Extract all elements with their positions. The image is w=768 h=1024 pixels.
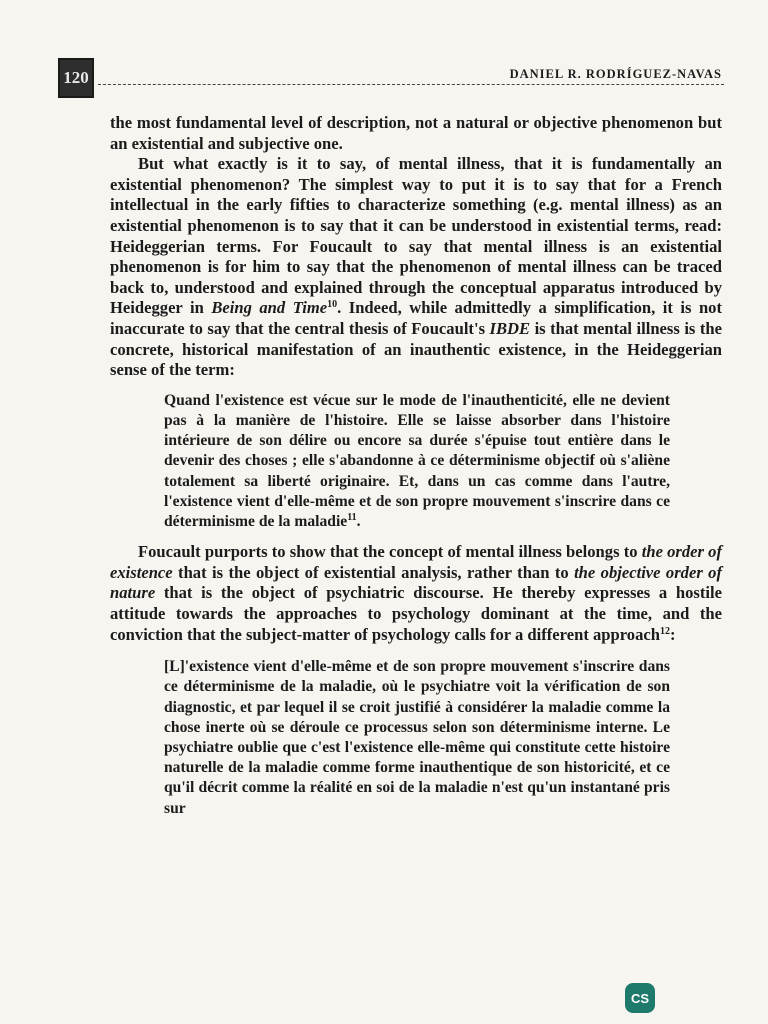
header-rule [98, 84, 724, 85]
block-quote-2-text: [L]'existence vient d'elle-même et de son propre mouvement s'inscrire dans ce déterminisme de la maladie, où le psychiatre voit la vérification de son diagnostic, et par lequel il se croit justifié à considérer la maladie comme la chose inerte où se déroule ce processus selon son déterminisme interne. Le psychiatre oublie que c'est l'existence elle-même qui constitute cette histoire naturelle de la maladie comme forme inauthentique de son historicité, et ce qu'il décrit comme la réalité en soi de la maladie n'est qu'un instantané pris sur [164, 658, 670, 817]
block-quote-1-end: . [356, 512, 361, 530]
emphasis-objective-order-of-nature: the objective order of nature [110, 562, 723, 603]
emphasis-order-of-existence: the order of existence [110, 542, 722, 582]
footnote-ref-10[interactable]: 10 [327, 299, 338, 311]
book-title-being-and-time: Being and Time [211, 298, 328, 318]
paragraph-1-text: the most fundamental level of description, not a natural or objective phenomenon but an existential and subjective one. [110, 113, 722, 153]
paragraph-2 [110, 154, 722, 381]
camscanner-badge: CS [625, 983, 655, 1013]
block-quote-1-text: Quand l'existence est vécue sur le mode de l'inauthenticité, elle ne devient pas à la manière de l'histoire. Elle se laisse absorber dans l'histoire intérieure de son délire ou encore sa durée s'épuise tout entière dans le devenir des choses ; elle s'abandonne à ce déterminisme objectif où s'aliène totalement sa liberté originaire. Et, dans un cas comme dans l'autre, l'existence vient d'elle-même et de son propre mouvement s'inscrire dans ce déterminisme de la maladie [164, 391, 670, 530]
paragraph-2-text: is that mental illness is the concrete, historical manifestation of an inauthentic existence, in the Heideggerian sense of the term: [110, 318, 722, 380]
block-quote-2 [164, 657, 670, 819]
paragraph-3-end: : [670, 624, 676, 644]
book-title-ibde: IBDE [489, 318, 531, 338]
paragraph-3-text: that is the object of existential analysis, rather than to [172, 562, 575, 582]
paragraph-1 [110, 113, 722, 154]
page-number: 120 [58, 58, 94, 98]
running-head: DANIEL R. RODRÍGUEZ-NAVAS [509, 67, 722, 81]
paragraph-3-text: that is the object of psychiatric discourse. He thereby expresses a hostile attitude towards the approaches to psychology dominant at the time, and the conviction that the subject-matter of psychology calls for a different approach [110, 583, 722, 644]
footnote-ref-12[interactable]: 12 [660, 625, 670, 637]
paragraph-3-text: Foucault purports to show that the concept of mental illness belongs to [138, 542, 642, 562]
main-text [110, 113, 722, 829]
block-quote-1 [164, 391, 670, 532]
paragraph-2-text: But what exactly is it to say, of mental illness, that it is fundamentally an existential phenomenon? The simplest way to put it is to say that for a French intellectual in the early fifties to characterize something (e.g. mental illness) as an existential phenomenon is to say that it can be understood in existential terms, read: Heideggerian terms. For Foucault to say that mental illness is an existential phenomenon is for him to say that the phenomenon of mental illness can be traced back to, understood and explained through the conceptual apparatus introduced by Heidegger in [110, 154, 722, 318]
paragraph-2-text: . Indeed, while admittedly a simplification, it is not inaccurate to say that the central thesis of Foucault's [110, 298, 723, 338]
paragraph-3 [110, 542, 722, 645]
footnote-ref-11[interactable]: 11 [347, 511, 357, 523]
